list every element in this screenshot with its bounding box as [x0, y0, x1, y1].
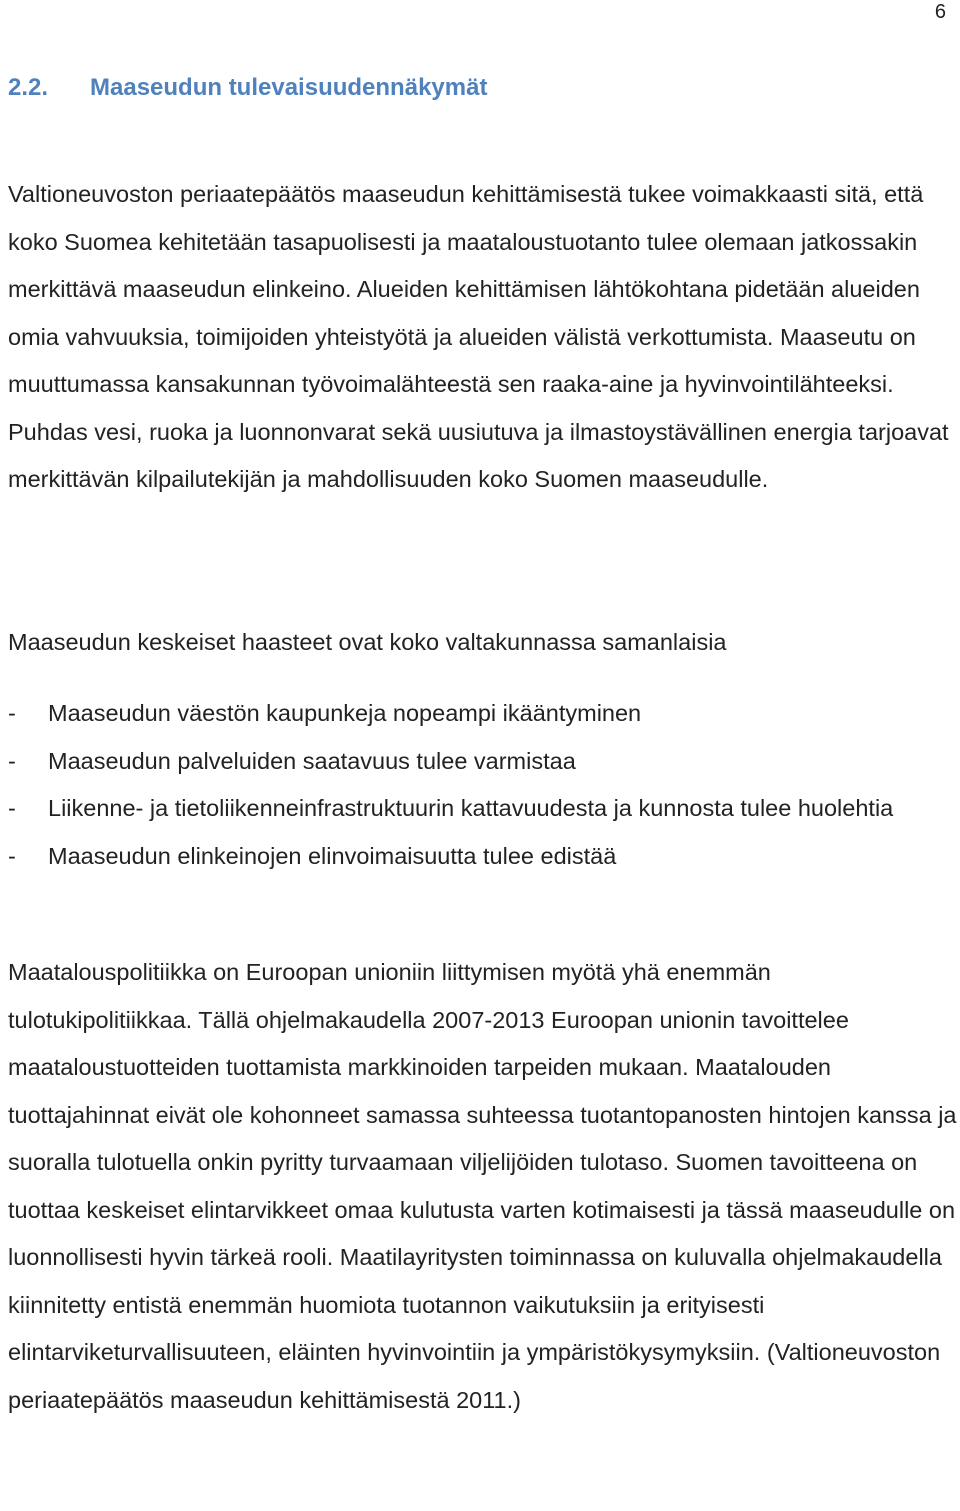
section-title: Maaseudun tulevaisuudennäkymät: [90, 74, 488, 101]
list-item-text: Liikenne- ja tietoliikenneinfrastruktuurin kattavuudesta ja kunnosta tulee huolehtia: [48, 795, 894, 821]
list-item: [8, 690, 958, 738]
list-dash: -: [8, 795, 16, 821]
list-item: [8, 833, 958, 881]
paragraph-agricultural-policy: Maatalouspolitiikka on Euroopan unioniin liittymisen myötä yhä enemmän tulotukipolitiikkaa. Tällä ohjelmakaudella 2007-2013 Euroopan unionin tavoittelee maataloustuotteiden tuottamista markkinoiden tarpeiden mukaan. Maatalouden tuottajahinnat eivät ole kohonneet samassa suhteessa tuotantopanosten hintojen kanssa ja suoralla tulotuella onkin pyritty turvaamaan viljelijöiden tulotaso. Suomen tavoitteena on tuottaa keskeiset elintarvikkeet omaa kulutusta varten kotimaisesti ja tässä maaseudulle on luonnollisesti hyvin tärkeä rooli. Maatilayritysten toiminnassa on kuluvalla ohjelmakaudella kiinnitetty entistä enemmän huomiota tuotannon vaikutuksiin ja erityisesti elintarviketurvallisuuteen, eläinten hyvinvointiin ja ympäristökysymyksiin. (Valtioneuvoston periaatepäätös maaseudun kehittämisestä 2011.): [8, 959, 957, 1413]
list-dash: -: [8, 700, 16, 726]
list-item: [8, 738, 958, 786]
paragraph-challenges-lead: Maaseudun keskeiset haasteet ovat koko valtakunnassa samanlaisia: [8, 629, 727, 655]
challenges-list: [8, 690, 958, 880]
list-item-text: Maaseudun väestön kaupunkeja nopeampi ikääntyminen: [48, 700, 642, 726]
list-item-text: Maaseudun elinkeinojen elinvoimaisuutta tulee edistää: [48, 842, 617, 869]
list-dash: -: [8, 842, 16, 869]
section-heading: [8, 72, 487, 104]
section-number: 2.2.: [8, 74, 49, 101]
list-item-text: Maaseudun palveluiden saatavuus tulee varmistaa: [48, 747, 576, 774]
page-number: 6: [934, 1, 946, 23]
list-dash: -: [8, 747, 16, 774]
list-item: [8, 785, 958, 833]
paragraph-intro: Valtioneuvoston periaatepäätös maaseudun kehittämisestä tukee voimakkaasti sitä, että koko Suomea kehitetään tasapuolisesti ja maataloustuotanto tulee olemaan jatkossakin merkittävä maaseudun elinkeino. Alueiden kehittämisen lähtökohtana pidetään alueiden omia vahvuuksia, toimijoiden yhteistyötä ja alueiden välistä verkottumista. Maaseutu on muuttumassa kansakunnan työvoimalähteestä sen raaka-aine ja hyvinvointilähteeksi. Puhdas vesi, ruoka ja luonnonvarat sekä uusiutuva ja ilmastoystävällinen energia tarjoavat merkittävän kilpailutekijän ja mahdollisuuden koko Suomen maaseudulle.: [8, 181, 949, 492]
